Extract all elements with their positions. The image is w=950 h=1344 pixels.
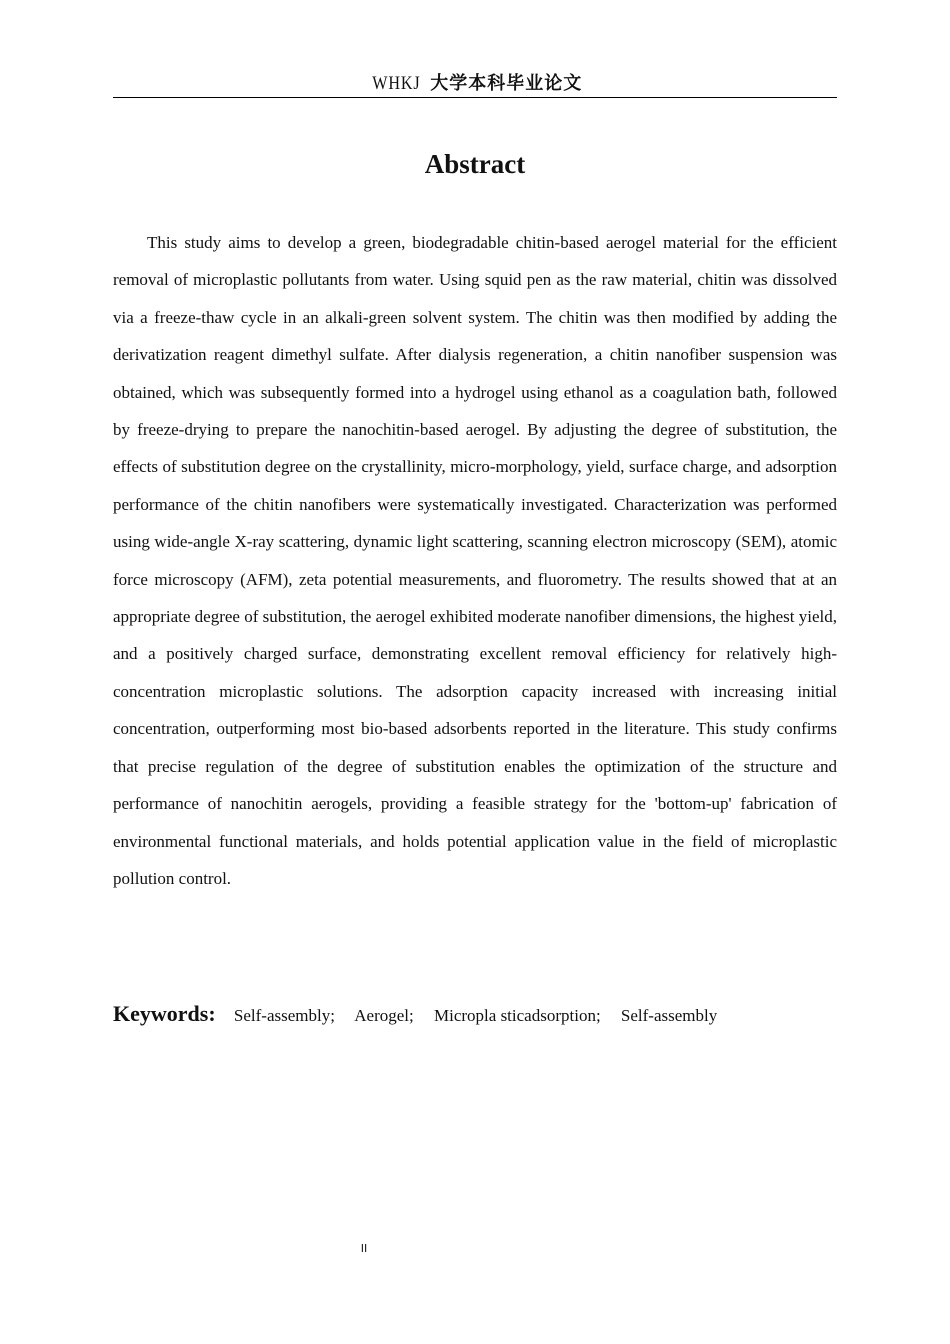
keywords-label: Keywords:	[113, 1001, 216, 1026]
keyword-item: Micropla sticadsorption;	[434, 1006, 601, 1025]
page-header	[113, 70, 837, 98]
header-title: 大学本科毕业论文	[430, 73, 583, 94]
keyword-item: Self-assembly	[620, 1006, 718, 1025]
keyword-item: Aerogel;	[354, 1006, 414, 1025]
keyword-item: Self-assembly;	[233, 1006, 335, 1025]
abstract-title: Abstract	[424, 149, 526, 179]
keywords-line	[113, 996, 837, 1034]
abstract-body: This study aims to develop a green, biodegradable chitin-based aerogel material for the efficient removal of microplastic pollutants from water. Using squid pen as the raw material, chitin was dissolved via a freeze-thaw cycle in an alkali-green solvent system. The chitin was then modified by adding the derivatization reagent dimethyl sulfate. After dialysis regeneration, a chitin nanofiber suspension was obtained, which was subsequently formed into a hydrogel using ethanol as a coagulation bath, followed by freeze-drying to prepare the nanochitin-based aerogel. By adjusting the degree of substitution, the effects of substitution degree on the crystallinity, micro-morphology, yield, surface charge, and adsorption performance of the chitin nanofibers were systematically investigated. Characterization was performed using wide-angle X-ray scattering, dynamic light scattering, scanning electron microscopy (SEM), atomic force microscopy (AFM), zeta potential measurements, and fluorometry. The results showed that at an appropriate degree of substitution, the aerogel exhibited moderate nanofiber dimensions, the highest yield, and a positively charged surface, demonstrating excellent removal efficiency for relatively high-concentration microplastic solutions. The adsorption capacity increased with increasing initial concentration, outperforming most bio-based adsorbents reported in the literature. This study confirms that precise regulation of the degree of substitution enables the optimization of the structure and performance of nanochitin aerogels, providing a feasible strategy for the 'bottom-up' fabrication of environmental functional materials, and holds potential application value in the field of microplastic pollution control.	[113, 233, 837, 888]
page-number: II	[360, 1242, 368, 1255]
header-prefix: WHKJ	[371, 73, 421, 94]
